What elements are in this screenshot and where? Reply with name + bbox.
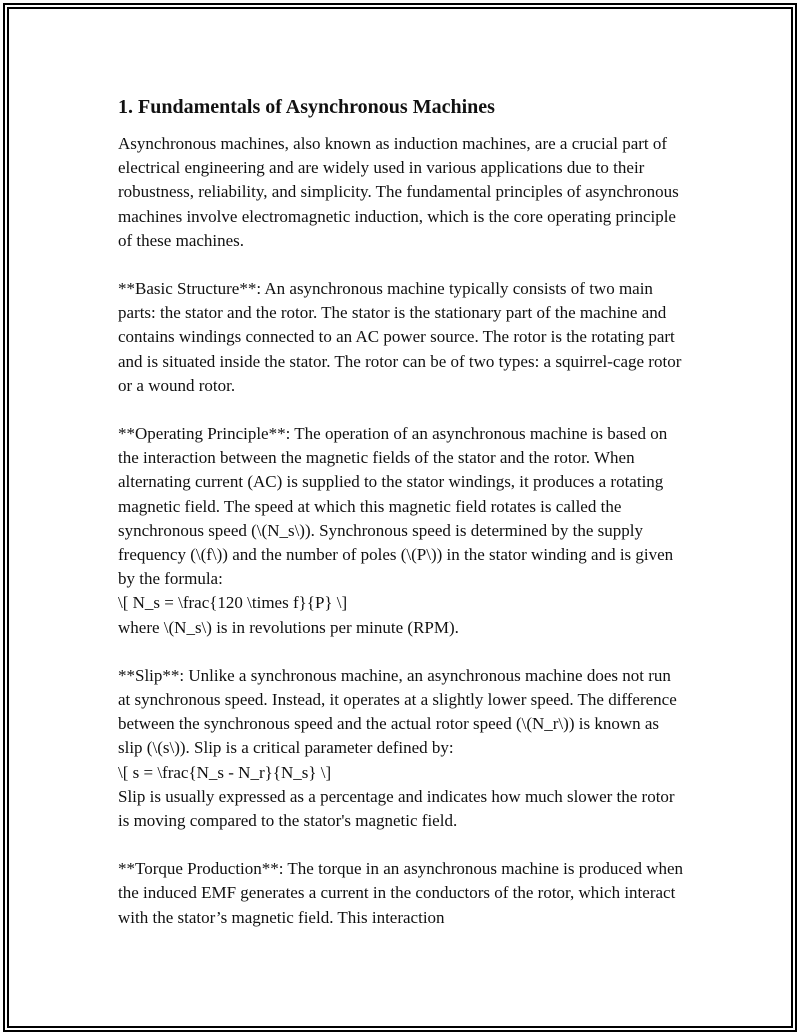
paragraph-intro: Asynchronous machines, also known as induction machines, are a crucial part of electrical engineering and are widely used in various applications due to their robustness, reliability, and simplicity. The fundamental principles of asynchronous machines involve electromagnetic induction, which is the core operating principle of these machines. — [118, 134, 679, 250]
paragraph-torque-production: **Torque Production**: The torque in an asynchronous machine is produced when the induced EMF generates a current in the conductors of the rotor, which interact with the stator’s magnetic field. This interaction — [118, 859, 684, 927]
paragraph-operating-principle: **Operating Principle**: The operation of an asynchronous machine is based on the interaction between the magnetic fields of the stator and the rotor. When alternating current (AC) is supplied to the stator windings, it produces a rotating magnetic field. The speed at which this magnetic field rotates is called the synchronous speed (\(N_s\)). Synchronous speed is determined by the supply frequency (\(f\)) and the number of poles (\(P\)) in the stator winding and is given by the formula: \[ N_s = \frac{120 \times f}{P} \] where \(N_s\) is in revolutions per minute (RPM). — [118, 424, 674, 637]
section-title: 1. Fundamentals of Asynchronous Machines — [118, 96, 495, 118]
paragraph-slip: **Slip**: Unlike a synchronous machine, an asynchronous machine does not run at synchronous speed. Instead, it operates at a slightly lower speed. The difference between the synchronous speed and the actual rotor speed (\(N_r\)) is known as slip (\(s\)). Slip is a critical parameter defined by: \[ s = \frac{N_s - N_r}{N_s} \] Slip is usually expressed as a percentage and indicates how much slower the rotor is moving compared to the stator's magnetic field. — [118, 665, 677, 831]
document-body — [118, 94, 686, 954]
paragraph-basic-structure: **Basic Structure**: An asynchronous machine typically consists of two main parts: the stator and the rotor. The stator is the stationary part of the machine and contains windings connected to an AC power source. The rotor is the rotating part and is situated inside the stator. The rotor can be of two types: a squirrel-cage rotor or a wound rotor. — [118, 279, 682, 395]
